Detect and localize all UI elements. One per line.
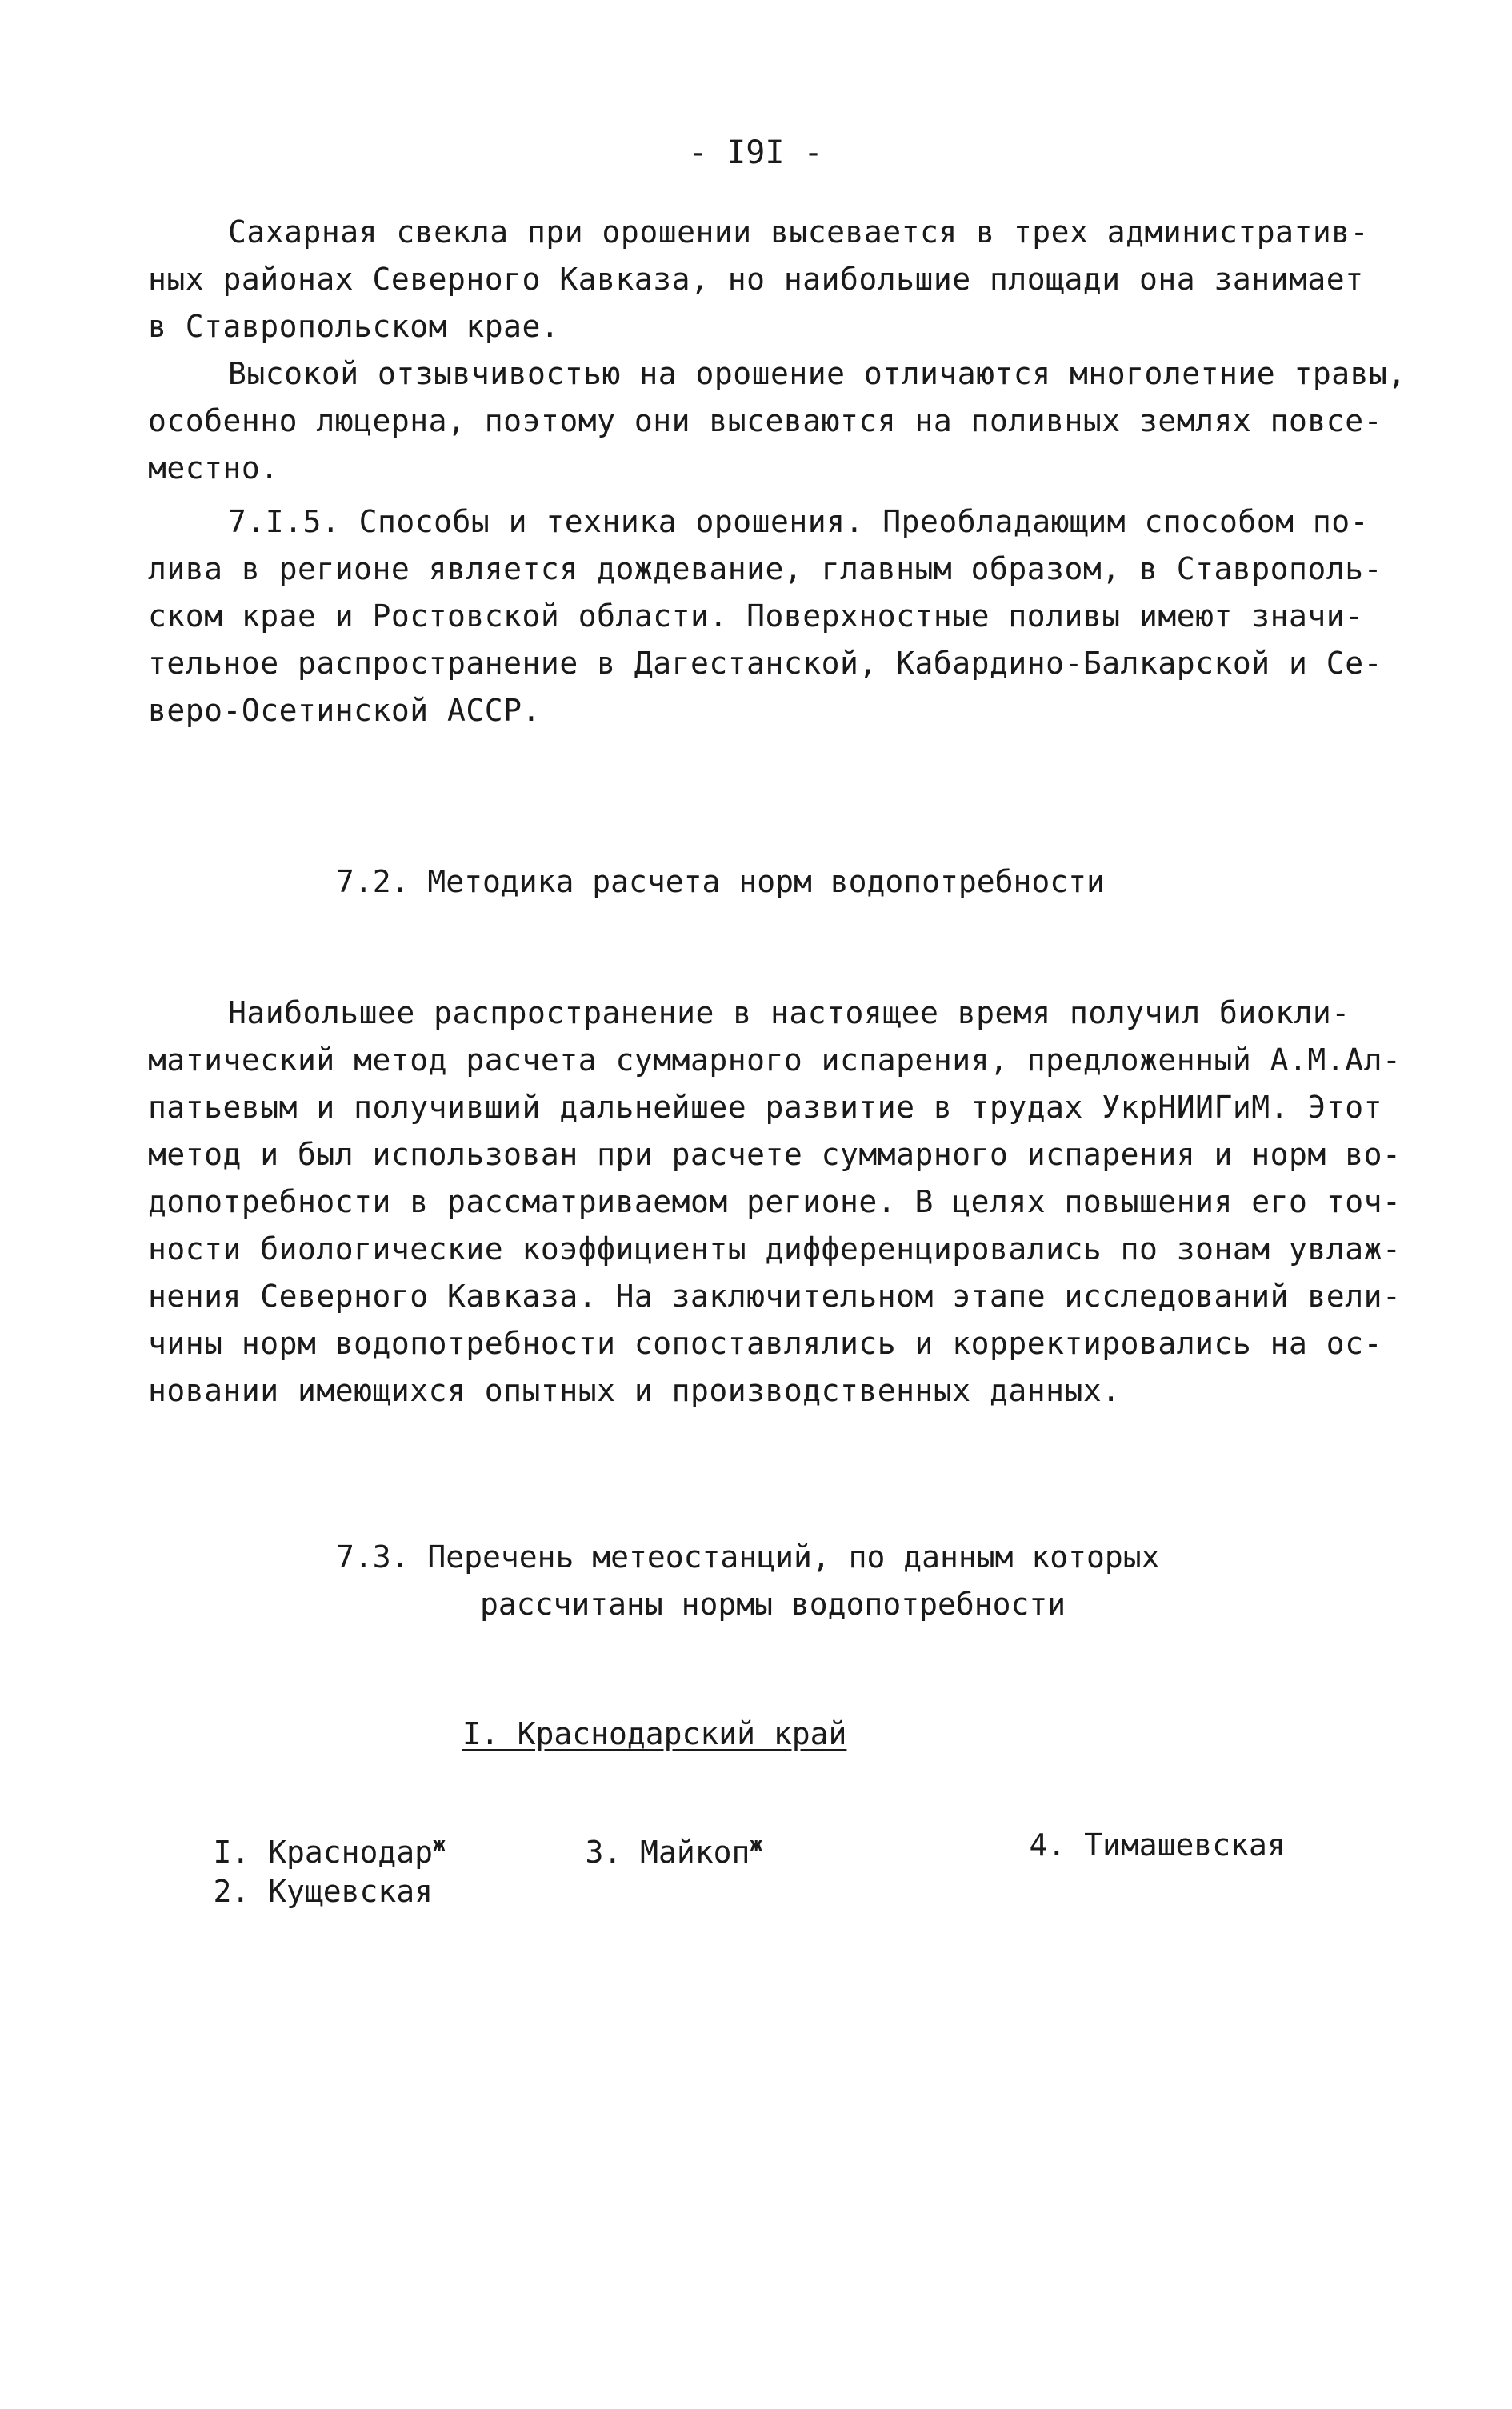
page-number: - I9I - <box>688 134 823 171</box>
station-name: 4. Тимашевская <box>1029 1827 1286 1863</box>
station-item <box>956 1792 1286 1898</box>
paragraph-1-line-1: Сахарная свекла при орошении высевается в трех административ- <box>228 214 1370 250</box>
paragraph-4-line-8: чины норм водопотребности сопоставлялись и корректировались на ос- <box>148 1326 1382 1361</box>
paragraph-4-line-2: матический метод расчета суммарного испарения, предложенный А.М.Ал- <box>148 1042 1402 1078</box>
paragraph-2-line-2: особенно люцерна, поэтому они высеваются на поливных землях повсе- <box>148 403 1382 438</box>
station-name: 2. Кущевская <box>213 1874 434 1909</box>
paragraph-1-line-2: ных районах Северного Кавказа, но наибольшие площади она занимает <box>148 262 1364 297</box>
station-item <box>140 1839 433 1944</box>
station-name: 3. Майкоп <box>585 1835 750 1870</box>
paragraph-4-line-1: Наибольшее распространение в настоящее время получил биокли- <box>228 995 1350 1030</box>
paragraph-4-line-3: патьевым и получивший дальнейшее развитие в трудах УкрНИИГиМ. Этот <box>148 1090 1382 1125</box>
station-name: I. Краснодар <box>213 1835 434 1870</box>
paragraph-3-line-1: 7.I.5. Способы и техника орошения. Преобладающим способом по- <box>228 504 1370 539</box>
paragraph-3-line-2: лива в регионе является дождевание, главным образом, в Ставрополь- <box>148 551 1382 586</box>
paragraph-4-line-4: метод и был использован при расчете суммарного испарения и норм во- <box>148 1137 1402 1172</box>
paragraph-4-line-5: допотребности в рассматриваемом регионе. В целях повышения его точ- <box>148 1184 1402 1219</box>
paragraph-1-line-3: в Ставропольском крае. <box>148 309 560 344</box>
paragraph-3-line-4: тельное распространение в Дагестанской, Кабардино-Балкарской и Се- <box>148 646 1382 681</box>
paragraph-3-line-3: ском крае и Ростовской области. Поверхностные поливы имеют значи- <box>148 598 1364 634</box>
region-heading: I. Краснодарский край <box>462 1716 847 1751</box>
paragraph-4-line-6: ности биологические коэффициенты дифференцировались по зонам увлаж- <box>148 1231 1402 1267</box>
paragraph-3-line-5: веро-Осетинской АССР. <box>148 693 541 728</box>
footnote-mark: ж <box>433 1833 446 1857</box>
section-heading-7-2: 7.2. Методика расчета норм водопотребности <box>336 864 1105 899</box>
footnote-mark: ж <box>750 1833 763 1857</box>
paragraph-4-line-9: новании имеющихся опытных и производственных данных. <box>148 1373 1121 1408</box>
paragraph-4-line-7: нения Северного Кавказа. На заключительном этапе исследований вели- <box>148 1279 1402 1314</box>
paragraph-2-line-3: местно. <box>148 450 279 486</box>
station-item <box>512 1792 762 1905</box>
section-heading-7-3-line-2: рассчитаны нормы водопотребности <box>480 1587 1066 1622</box>
paragraph-2-line-1: Высокой отзывчивостью на орошение отличаются многолетние травы, <box>228 356 1406 391</box>
section-heading-7-3-line-1: 7.3. Перечень метеостанций, по данным которых <box>336 1539 1160 1575</box>
